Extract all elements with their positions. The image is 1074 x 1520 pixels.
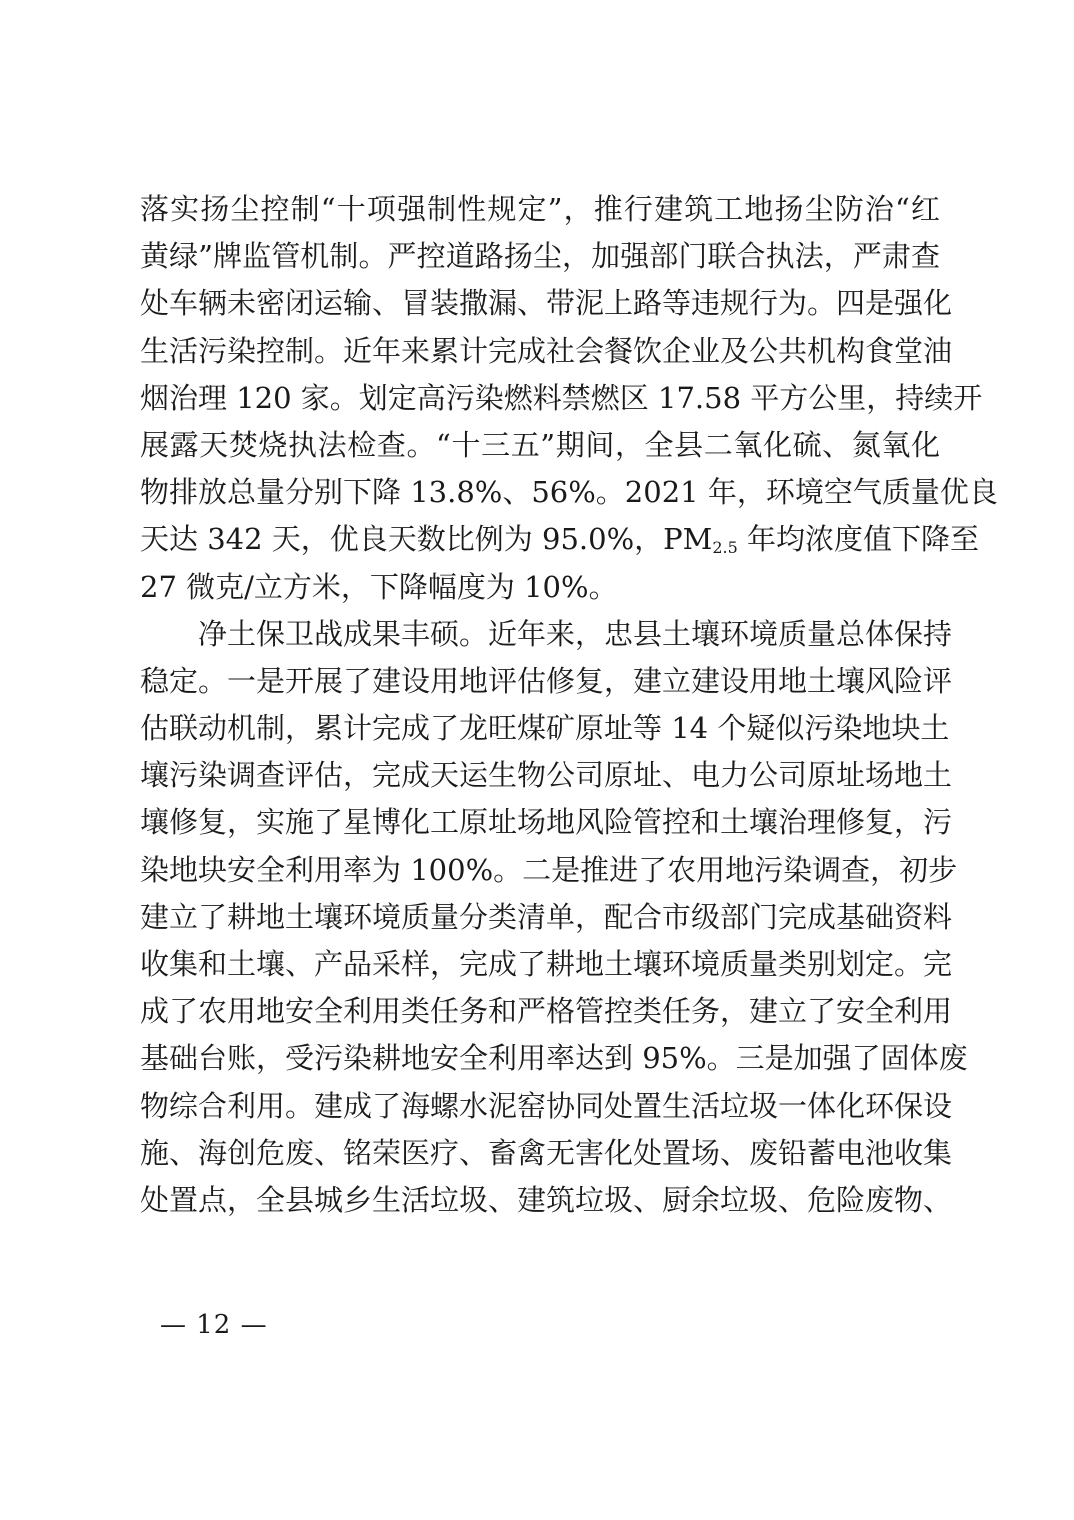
text-line: 生活污染控制。近年来累计完成社会餐饮企业及公共机构食堂油 — [140, 333, 953, 368]
text-line: 展露天焚烧执法检查。“十三五”期间，全县二氧化硫、氮氧化 — [140, 427, 940, 462]
text-line: 27 微克/立方米，下降幅度为 10%。 — [140, 569, 618, 604]
text-line: 处置点，全县城乡生活垃圾、建筑垃圾、厨余垃圾、危险废物、 — [140, 1182, 953, 1217]
text-line: 收集和土壤、产品采样，完成了耕地土壤环境质量类别划定。完 — [140, 947, 953, 981]
text-line: 施、海创危废、铭荣医疗、畜禽无害化处置场、废铅蓄电池收集 — [140, 1135, 953, 1170]
text-line — [140, 516, 980, 563]
text-line: 处车辆未密闭运输、冒装撒漏、带泥上路等违规行为。四是强化 — [140, 286, 953, 321]
text-line: 物综合利用。建成了海螺水泥窑协同处置生活垃圾一体化环保设 — [140, 1088, 953, 1123]
text-line: 成了农用地安全利用类任务和严格管控类任务，建立了安全利用 — [140, 994, 953, 1029]
text-line: 物排放总量分别下降 13.8%、56%。2021 年，环境空气质量优良 — [140, 475, 998, 510]
text-line: 稳定。一是开展了建设用地评估修复，建立建设用地土壤风险评 — [140, 663, 953, 698]
text-line: 建立了耕地土壤环境质量分类清单，配合市级部门完成基础资料 — [140, 899, 953, 934]
page-number: — 12 — — [160, 1310, 268, 1340]
text-line: 落实扬尘控制“十项强制性规定”，推行建筑工地扬尘防治“红 — [140, 192, 940, 226]
pm-subscript: 2.5 — [712, 538, 738, 558]
text-line: 壤修复，实施了星博化工原址场地风险管控和土壤治理修复，污 — [140, 805, 953, 840]
text-line: 染地块安全利用率为 100%。二是推进了农用地污染调查，初步 — [140, 852, 958, 887]
text-segment: 天达 342 天，优良天数比例为 95.0%，PM — [140, 522, 713, 557]
text-line: 烟治理 120 家。划定高污染燃料禁燃区 17.58 平方公里，持续开 — [140, 380, 983, 415]
text-segment: 年均浓度值下降至 — [737, 522, 980, 557]
text-line: 基础台账，受污染耕地安全利用率达到 95%。三是加强了固体废 — [140, 1041, 968, 1076]
text-line: 估联动机制，累计完成了龙旺煤矿原址等 14 个疑似污染地块土 — [140, 711, 950, 746]
text-line: 壤污染调查评估，完成天运生物公司原址、电力公司原址场地土 — [140, 758, 953, 793]
paragraph-first-line: 净土保卫战成果丰硕。近年来，忠县土壤环境质量总体保持 — [198, 616, 953, 651]
body-text — [140, 186, 998, 1224]
text-line: 黄绿”牌监管机制。严控道路扬尘，加强部门联合执法，严肃查 — [140, 239, 940, 274]
